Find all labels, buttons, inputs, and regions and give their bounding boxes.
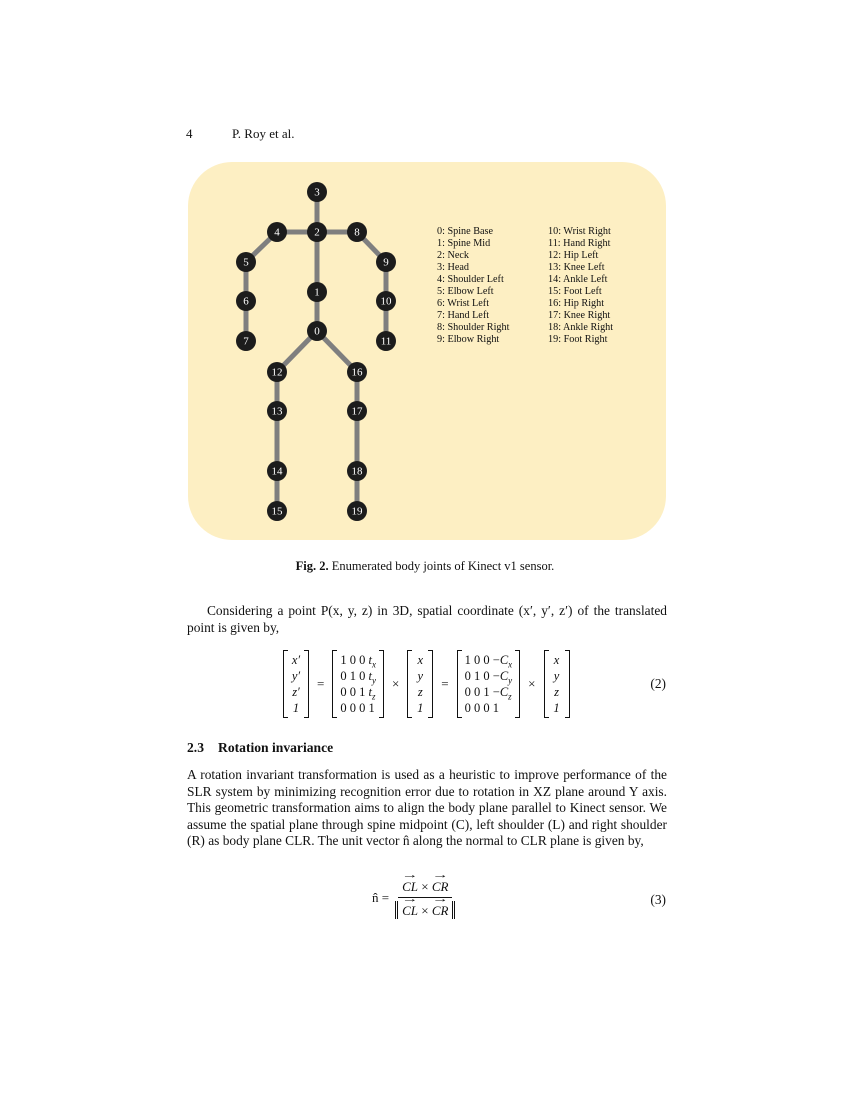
section-title: Rotation invariance	[218, 740, 334, 755]
matrix-row: z	[417, 685, 423, 699]
joint-node	[236, 291, 256, 311]
matrix-row: 0 0 1 $t_z$	[340, 685, 376, 702]
joint-node	[347, 461, 367, 481]
joint-label: 15	[271, 505, 283, 518]
joint-label: 8	[354, 226, 360, 239]
matrix-row: x′	[291, 653, 301, 667]
matrix-translation-c	[457, 650, 521, 718]
cross-sign: ×	[421, 903, 429, 918]
matrix-row: 1	[292, 701, 300, 715]
legend-item: 0: Spine Base	[437, 226, 494, 237]
joint-node	[267, 501, 287, 521]
caption-label: Fig. 2.	[295, 559, 329, 573]
section-number: 2.3	[187, 740, 204, 755]
joint-node	[347, 401, 367, 421]
times-sign: ×	[528, 676, 536, 691]
equation-3	[372, 877, 455, 919]
legend-item: 8: Shoulder Right	[437, 322, 510, 333]
eq3-fraction	[395, 877, 455, 919]
joint-node	[267, 362, 287, 382]
section-heading	[187, 740, 347, 756]
skeleton-diagram	[188, 162, 666, 540]
figure-panel	[188, 162, 666, 540]
matrix-row: z	[554, 685, 559, 699]
matrix-row: 0 1 $0 -C_y$	[464, 669, 513, 686]
joint-node	[307, 282, 327, 302]
equals-sign: =	[441, 676, 449, 691]
matrix-row: 1 0 $0 -C_x$	[464, 653, 513, 670]
legend-item: 15: Foot Left	[548, 286, 602, 297]
matrix-row: 0 0 0 1	[340, 701, 375, 715]
matrix-row: z′	[292, 685, 300, 699]
joint-legend-right	[548, 226, 613, 346]
joint-label: 5	[243, 256, 249, 269]
legend-item: 4: Shoulder Left	[437, 274, 504, 285]
legend-item: 13: Knee Left	[548, 262, 605, 273]
legend-item: 9: Elbow Right	[437, 334, 500, 345]
matrix-row: x	[417, 653, 424, 667]
matrix-row: 1 0 0 $t_x$	[340, 653, 376, 670]
joint-node	[347, 222, 367, 242]
joint-node	[376, 291, 396, 311]
vector-cr: → CR	[432, 903, 449, 919]
matrix-row: 0 1 0 $t_y$	[340, 669, 376, 686]
legend-item: 17: Knee Right	[548, 310, 611, 321]
joint-node	[376, 331, 396, 351]
joint-label: 7	[243, 335, 249, 348]
joint-node	[267, 461, 287, 481]
vector-cl: → CL	[402, 879, 418, 895]
joint-label: 10	[380, 295, 392, 308]
legend-item: 1: Spine Mid	[437, 238, 491, 249]
matrix-translation-t	[332, 650, 384, 718]
joint-label: 0	[314, 325, 320, 338]
paragraph-rotation: A rotation invariant transformation is used as a heuristic to improve performance of the SLR system by minimizing recognition error due to rotation in XZ plane around Y axis. This geometric transformation aims to align the body plane parallel to Kinect sensor. We assume the spatial plane through spine midpoint (C), left shoulder (L) and right shoulder (R) as body plane CLR. The unit vector n̂ along the normal to CLR plane is given by,	[187, 767, 667, 848]
joint-node	[236, 252, 256, 272]
times-sign: ×	[391, 676, 400, 691]
joint-node	[236, 331, 256, 351]
legend-item: 11: Hand Right	[548, 238, 611, 249]
matrix-point-vector	[407, 650, 433, 718]
eq3-lhs: n̂ =	[372, 890, 390, 905]
joint-label: 16	[351, 366, 363, 379]
legend-item: 3: Head	[437, 262, 469, 273]
figure-caption	[0, 559, 850, 574]
legend-item: 7: Hand Left	[437, 310, 490, 321]
joint-label: 19	[351, 505, 363, 518]
legend-item: 14: Ankle Left	[548, 274, 608, 285]
joint-node	[307, 222, 327, 242]
matrix-row: 1	[553, 701, 560, 715]
eq3-denominator	[395, 901, 455, 919]
joint-label: 18	[351, 465, 363, 478]
matrix-row: 1	[417, 701, 424, 715]
joint-label: 6	[243, 295, 249, 308]
matrix-row: y	[417, 669, 424, 683]
joint-node	[347, 501, 367, 521]
joint-node	[307, 182, 327, 202]
joint-label: 11	[380, 335, 392, 348]
joint-label: 17	[351, 405, 363, 418]
joint-label: 1	[314, 286, 320, 299]
vector-cr: → CR	[432, 879, 449, 895]
caption-text: Enumerated body joints of Kinect v1 sensor.	[328, 559, 555, 573]
page-number: 4	[186, 126, 193, 141]
equals-sign: =	[317, 676, 325, 691]
joint-node	[267, 401, 287, 421]
joint-node	[307, 321, 327, 341]
joint-label: 2	[314, 226, 320, 239]
legend-item: 16: Hip Right	[548, 298, 605, 309]
vector-cl: → CL	[402, 903, 418, 919]
matrix-lhs	[283, 650, 309, 718]
equation-2	[283, 648, 570, 720]
legend-item: 6: Wrist Left	[437, 298, 490, 309]
joint-label: 3	[314, 186, 320, 199]
matrix-point-vector	[544, 650, 570, 718]
matrix-row: x	[553, 653, 560, 667]
cross-sign: ×	[421, 879, 429, 894]
joint-legend-left	[437, 226, 509, 346]
joint-label: 13	[271, 405, 283, 418]
joint-label: 14	[271, 465, 283, 478]
matrix-row: 0 0 0 1	[464, 701, 500, 715]
legend-item: 5: Elbow Left	[437, 286, 494, 297]
equation-number-3: (3)	[650, 892, 666, 907]
joint-node	[376, 252, 396, 272]
running-header-authors: P. Roy et al.	[232, 126, 295, 141]
joint-node	[267, 222, 287, 242]
paragraph-translation: Considering a point P(x, y, z) in 3D, spatial coordinate (x′, y′, z′) of the translated point is given by,	[187, 603, 667, 635]
joint-label: 4	[274, 226, 280, 239]
matrix-row: y	[553, 669, 560, 683]
matrix-row: y′	[291, 669, 301, 683]
joint-node	[347, 362, 367, 382]
joint-label: 9	[383, 256, 389, 269]
legend-item: 18: Ankle Right	[548, 322, 614, 333]
legend-item: 12: Hip Left	[548, 250, 599, 261]
joint-label: 12	[271, 366, 283, 379]
matrix-row: 0 0 $1 -C_z$	[464, 685, 512, 702]
equation-number-2: (2)	[650, 676, 666, 691]
legend-item: 19: Foot Right	[548, 334, 608, 345]
legend-item: 10: Wrist Right	[548, 226, 611, 237]
legend-item: 2: Neck	[437, 250, 469, 261]
